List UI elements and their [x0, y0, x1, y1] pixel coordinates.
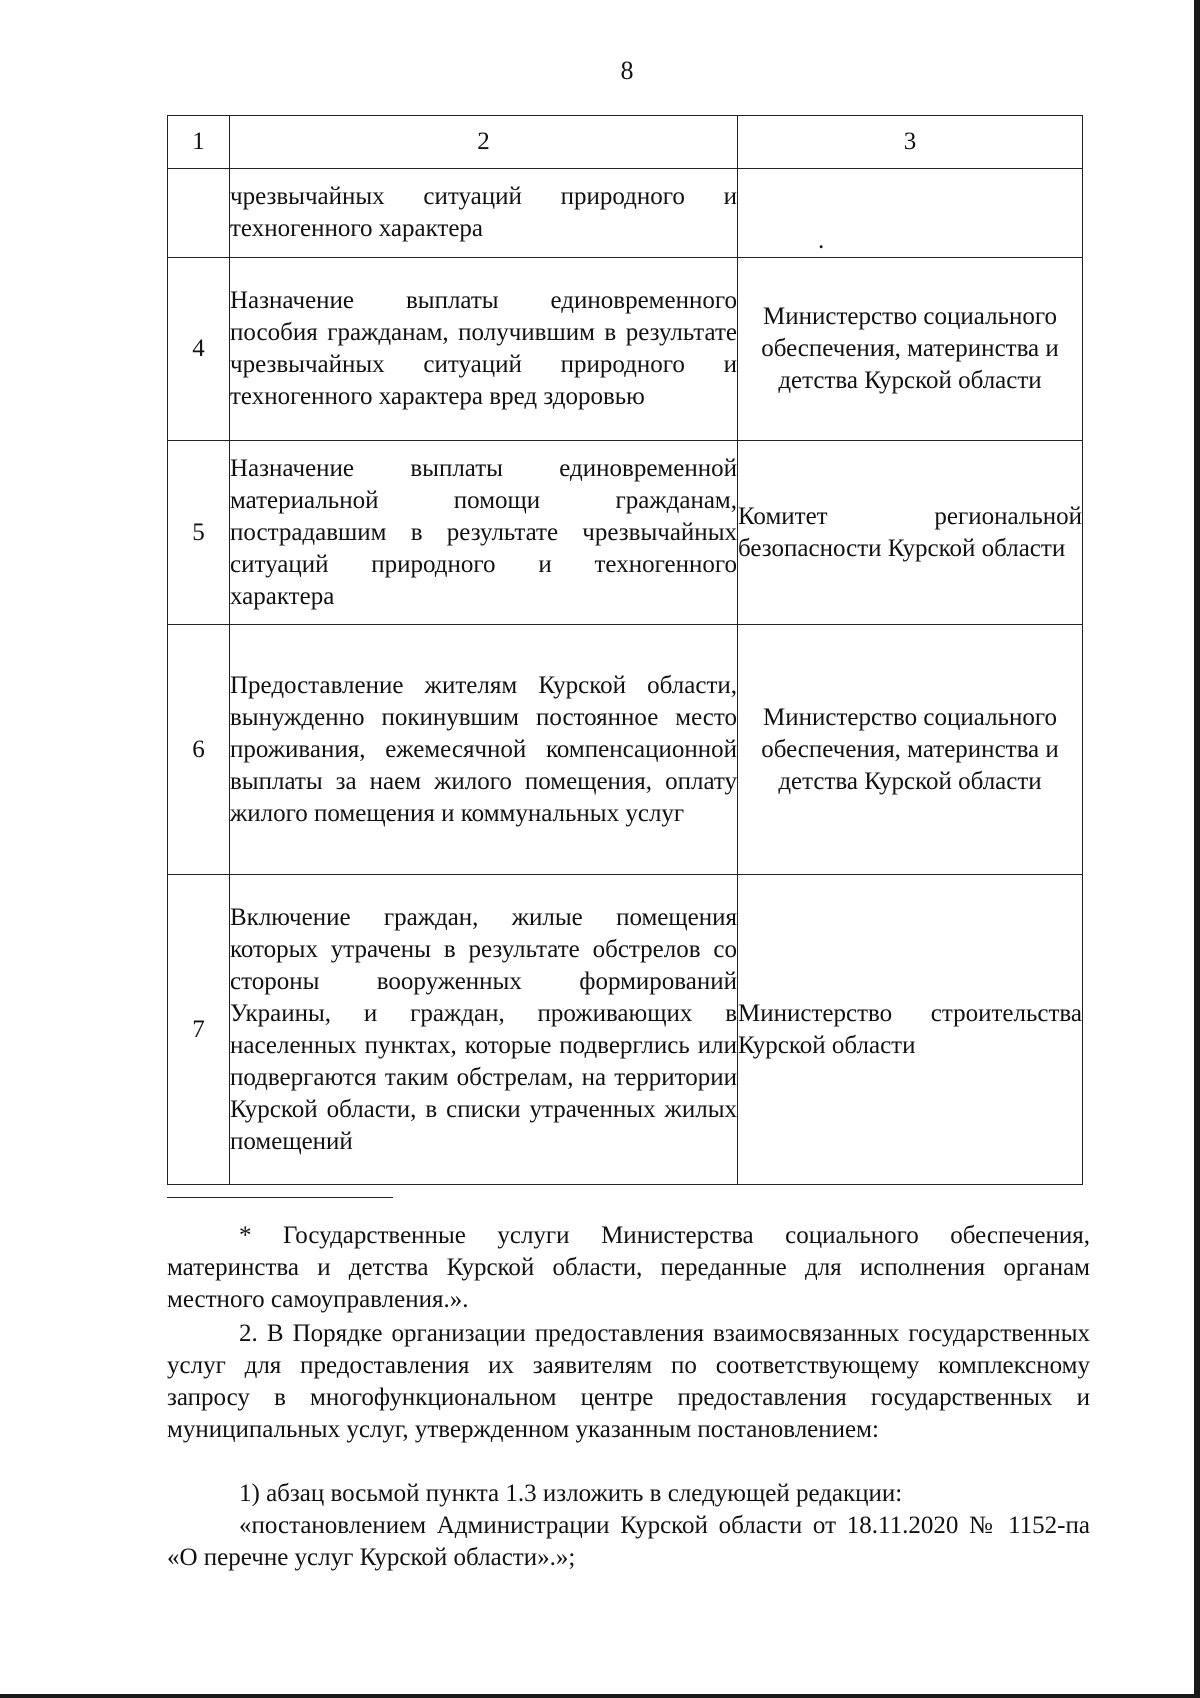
table-row	[168, 875, 1083, 1185]
row-number: 5	[168, 441, 230, 625]
table-row	[168, 169, 1083, 258]
footnote-divider	[167, 1197, 393, 1198]
service-name: Назначение выплаты единовременного пособия гражданам, получившим в результате чрезвычайных ситуаций природного и техногенного характера вред здоровью	[230, 258, 738, 441]
page-number: 8	[620, 56, 634, 85]
table-header-row	[168, 116, 1083, 169]
table-header-cell: 2	[230, 116, 738, 169]
table-row	[168, 258, 1083, 441]
paragraph-2: 2. В Порядке организации предоставления взаимосвязанных государственных услуг для предоставления их заявителям по соответствующему комплексному запросу в многофункциональном центре предоставления государственных и муниципальных услуг, утвержденном указанным постановлением:	[167, 1320, 1090, 1443]
service-name: Включение граждан, жилые помещения которых утрачены в результате обстрелов со стороны вооруженных формирований Украины, и граждан, проживающих в населенных пунктах, которые подверглись или подвергаются таким обстрелам, на территории Курской области, в списки утраченных жилых помещений	[230, 875, 738, 1185]
row-number: 4	[168, 258, 230, 441]
row-number: 6	[168, 625, 230, 875]
agency-name: .	[738, 169, 1083, 258]
table-header-cell: 3	[738, 116, 1083, 169]
table-row	[168, 441, 1083, 625]
row-number	[168, 169, 230, 258]
table-row	[168, 625, 1083, 875]
agency-name: Министерство социального обеспечения, материнства и детства Курской области	[738, 625, 1083, 875]
table-header-cell: 1	[168, 116, 230, 169]
agency-name: Министерство строительства Курской области	[738, 875, 1083, 1185]
paragraph-subitem-1: 1) абзац восьмой пункта 1.3 изложить в следующей редакции:	[239, 1480, 903, 1507]
scan-border-bottom	[0, 1694, 1200, 1698]
service-name: чрезвычайных ситуаций природного и техногенного характера	[230, 169, 738, 258]
agency-name: Министерство социального обеспечения, материнства и детства Курской области	[738, 258, 1083, 441]
agency-name: Комитет региональной безопасности Курской области	[738, 441, 1083, 625]
footnote-text: * Государственные услуги Министерства социального обеспечения, материнства и детства Курской области, переданные для исполнения органам местного самоуправления.».	[167, 1222, 1090, 1313]
scan-border-right	[1194, 0, 1200, 1698]
service-name: Назначение выплаты единовременной материальной помощи гражданам, пострадавшим в результате чрезвычайных ситуаций природного и техногенного характера	[230, 441, 738, 625]
service-name: Предоставление жителям Курской области, вынужденно покинувшим постоянное место проживания, ежемесячной компенсационной выплаты за наем жилого помещения, оплату жилого помещения и коммунальных услуг	[230, 625, 738, 875]
paragraph-quote: «постановлением Администрации Курской области от 18.11.2020 № 1152-па «О перечне услуг Курской области».»;	[167, 1512, 1090, 1571]
row-number: 7	[168, 875, 230, 1185]
services-table	[167, 115, 1083, 1185]
